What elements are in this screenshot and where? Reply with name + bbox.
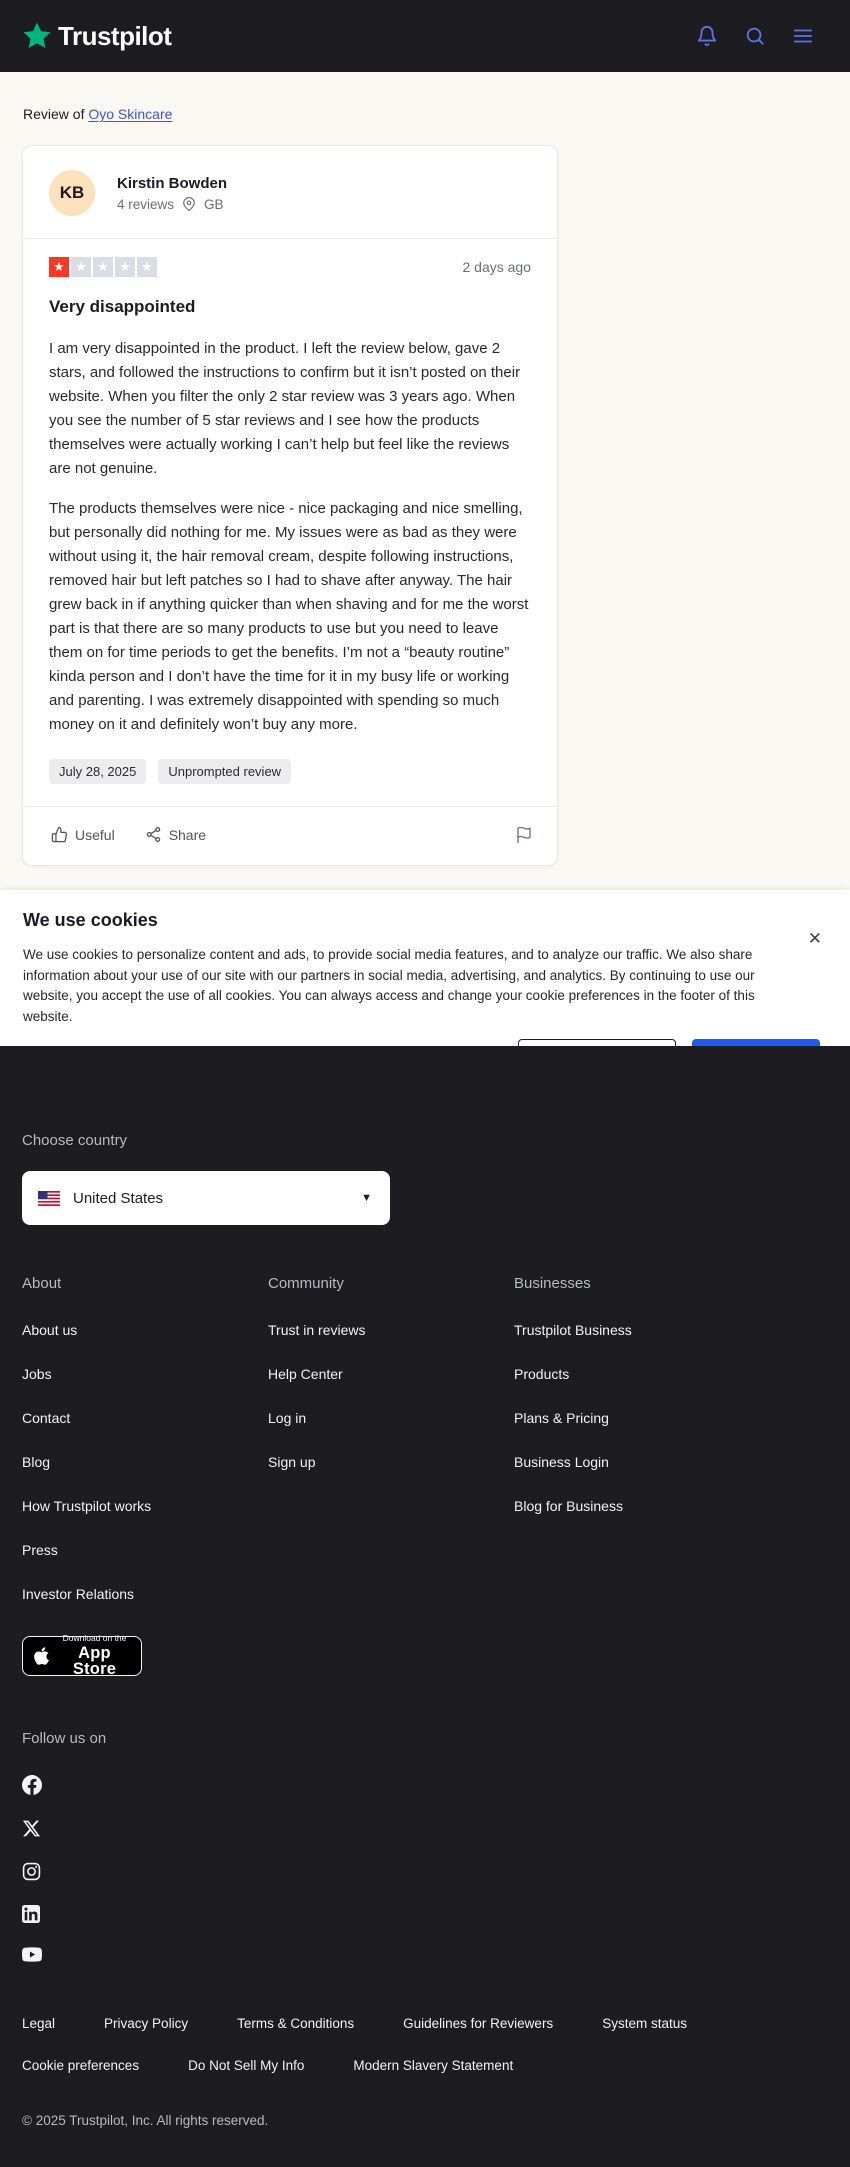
legal-link[interactable]: System status (602, 2016, 687, 2031)
useful-button[interactable] (47, 820, 119, 849)
country-select[interactable] (22, 1171, 390, 1225)
review-paragraph: The products themselves were nice - nice packaging and nice smelling, but personally did nothing for me. My issues were as bad as they were without using it, the hair removal cream, despite following instructions, removed hair but left patches so I had to shave after anyway. The hair grew back in if anything quicker than when shaving and for me the worst part is that there are so many products to use but you need to leave them on for time periods to get the benefits. I’m not a “beauty routine” kinda person and I don’t have the time for it in my busy life or working and parenting. I was extremely disappointed with spending so much money on it and definitely won’t buy any more. (49, 500, 529, 733)
share-icon (145, 826, 162, 843)
hamburger-menu-icon[interactable] (786, 19, 820, 53)
legal-link[interactable]: Privacy Policy (104, 2016, 189, 2031)
avatar[interactable]: KB (49, 170, 95, 216)
star-4-icon: ★ (115, 257, 135, 277)
star-3-icon: ★ (93, 257, 113, 277)
facebook-icon[interactable] (22, 1775, 44, 1795)
review-badges (23, 737, 557, 784)
review-date-badge: July 28, 2025 (49, 759, 146, 784)
chevron-down-icon: ▼ (361, 1192, 372, 1204)
legal-link[interactable]: Do Not Sell My Info (188, 2058, 305, 2073)
thumbs-up-icon (51, 826, 68, 843)
footer-link[interactable]: Blog (22, 1454, 51, 1470)
app-store-badge[interactable] (22, 1633, 142, 1679)
reviewer-review-count: 4 reviews (117, 196, 175, 212)
breadcrumb-prefix: Review of (23, 106, 89, 122)
youtube-icon[interactable] (22, 1947, 44, 1962)
legal-links-row-2 (22, 2058, 820, 2073)
share-button[interactable] (141, 820, 210, 849)
legal-link[interactable]: Cookie preferences (22, 2058, 140, 2073)
reviewer-header[interactable] (23, 146, 557, 238)
footer-link[interactable]: Jobs (22, 1366, 52, 1382)
footer-link[interactable]: Business Login (514, 1454, 609, 1470)
copyright-notice: © 2025 Trustpilot, Inc. All rights reserved. (22, 2113, 269, 2128)
star-5-icon: ★ (137, 257, 157, 277)
useful-label: Useful (75, 826, 115, 843)
star-1-icon: ★ (49, 257, 69, 277)
footer-link[interactable]: Sign up (268, 1454, 316, 1470)
cookie-banner-title: We use cookies (23, 910, 158, 930)
legal-links-row-1 (22, 2016, 820, 2031)
follow-us-heading: Follow us on (22, 1730, 107, 1747)
footer-column-title: Community (268, 1275, 344, 1292)
footer-link[interactable]: Investor Relations (22, 1586, 135, 1602)
footer-column-businesses (514, 1275, 760, 1630)
review-actions (23, 807, 557, 865)
footer-link[interactable]: Products (514, 1366, 570, 1382)
legal-link[interactable]: Legal (22, 2016, 56, 2031)
unprompted-review-badge: Unprompted review (158, 759, 291, 784)
footer-link[interactable]: Trustpilot Business (514, 1322, 632, 1338)
footer-column-title: Businesses (514, 1275, 591, 1292)
reviewer-location: GB (204, 196, 224, 212)
location-pin-icon (182, 197, 196, 211)
footer-column-title: About (22, 1275, 62, 1292)
choose-country-label: Choose country (22, 1132, 128, 1149)
footer-column-about (22, 1275, 268, 1630)
footer-link[interactable]: Log in (268, 1410, 307, 1426)
review-body (23, 317, 557, 737)
review-date-relative: 2 days ago (462, 259, 531, 275)
nav-icons (690, 19, 820, 53)
footer-link[interactable]: Contact (22, 1410, 71, 1426)
linkedin-icon[interactable] (22, 1905, 44, 1923)
footer-link-columns (22, 1275, 820, 1630)
trustpilot-logo[interactable] (22, 21, 171, 52)
breadcrumb-company-link[interactable]: Oyo Skincare (88, 106, 173, 122)
main-content (0, 72, 850, 866)
star-rating (49, 257, 157, 277)
reviewer-name: Kirstin Bowden (117, 174, 228, 192)
share-label: Share (168, 826, 207, 843)
x-twitter-icon[interactable] (22, 1819, 44, 1838)
review-title: Very disappointed (49, 297, 196, 316)
selected-country: United States (73, 1189, 164, 1207)
instagram-icon[interactable] (22, 1862, 44, 1881)
review-paragraph: I am very disappointed in the product. I left the review below, gave 2 stars, and followed the instructions to confirm but it isn’t posted on their website. When you filter the only 2 star review was 3 years ago. When you see the number of 5 star reviews and I see how the products themselves were actually working I can’t help but feel like the reviews are not genuine. (49, 340, 521, 477)
search-icon[interactable] (738, 19, 772, 53)
legal-link[interactable]: Guidelines for Reviewers (403, 2016, 554, 2031)
footer-link[interactable]: Press (22, 1542, 58, 1558)
appstore-line2: App Store (72, 1643, 117, 1679)
appstore-line1: Download on the (62, 1633, 127, 1644)
review-card (22, 145, 558, 866)
footer-link[interactable]: About us (22, 1322, 78, 1338)
footer-link[interactable]: Help Center (268, 1366, 343, 1382)
footer-link[interactable]: How Trustpilot works (22, 1498, 152, 1514)
apple-icon (33, 1646, 50, 1666)
report-flag-icon[interactable] (515, 826, 533, 844)
legal-link[interactable]: Terms & Conditions (237, 2016, 355, 2031)
trustpilot-star-icon (22, 21, 52, 51)
social-links (22, 1775, 820, 1962)
footer-link[interactable]: Plans & Pricing (514, 1410, 609, 1426)
legal-link[interactable]: Modern Slavery Statement (353, 2058, 514, 2073)
top-nav (0, 0, 850, 72)
star-2-icon: ★ (71, 257, 91, 277)
close-icon[interactable]: ✕ (807, 929, 822, 948)
footer-column-community (268, 1275, 514, 1630)
brand-name: Trustpilot (58, 20, 172, 51)
site-footer (0, 1046, 850, 2167)
notifications-bell-icon[interactable] (690, 19, 724, 53)
breadcrumb (0, 72, 850, 122)
us-flag-icon (38, 1191, 60, 1206)
cookie-banner (0, 890, 850, 1046)
footer-link[interactable]: Trust in reviews (268, 1322, 366, 1338)
cookie-banner-body: We use cookies to personalize content and ads, to provide social media features, and to analyze our traffic. We also share information about your use of our site with our partners in social media, advertising, and analytics. By continuing to use our website, you accept the use of all cookies. You can always access and change your cookie preferences in the footer of this website. (23, 947, 755, 1024)
footer-link[interactable]: Blog for Business (514, 1498, 623, 1514)
